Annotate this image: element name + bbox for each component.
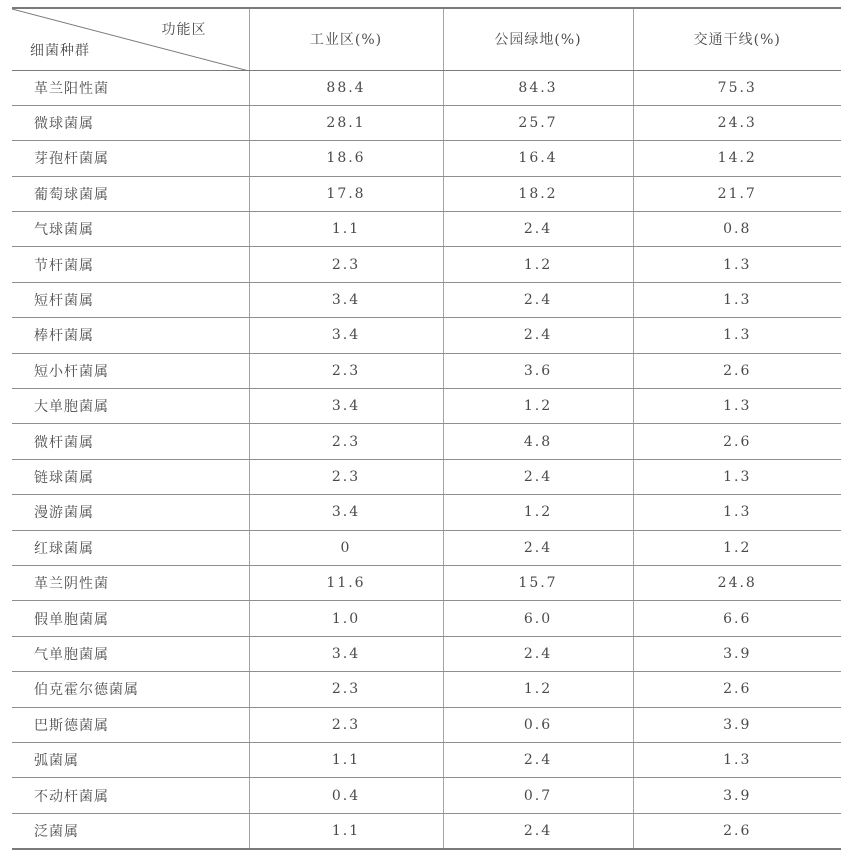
bacteria-name-cell: 芽孢杆菌属 <box>12 141 249 176</box>
value-cell-industrial: 2.3 <box>249 424 443 459</box>
value-cell-industrial: 1.1 <box>249 212 443 247</box>
value-cell-industrial: 1.0 <box>249 601 443 636</box>
bacteria-name-cell: 伯克霍尔德菌属 <box>12 672 249 707</box>
bacteria-distribution-table <box>12 7 841 850</box>
bacteria-name-cell: 不动杆菌属 <box>12 778 249 813</box>
bacteria-name-cell: 棒杆菌属 <box>12 318 249 353</box>
value-cell-traffic: 24.3 <box>633 105 841 140</box>
value-cell-park: 16.4 <box>443 141 633 176</box>
value-cell-park: 2.4 <box>443 459 633 494</box>
value-cell-traffic: 1.3 <box>633 389 841 424</box>
bacteria-name-cell: 大单胞菌属 <box>12 389 249 424</box>
value-cell-park: 2.4 <box>443 530 633 565</box>
value-cell-industrial: 17.8 <box>249 176 443 211</box>
value-cell-industrial: 3.4 <box>249 495 443 530</box>
table-row <box>12 70 841 105</box>
bacteria-name-cell: 革兰阳性菌 <box>12 70 249 105</box>
value-cell-industrial: 3.4 <box>249 282 443 317</box>
value-cell-traffic: 2.6 <box>633 424 841 459</box>
table-row <box>12 212 841 247</box>
bacteria-name-cell: 短小杆菌属 <box>12 353 249 388</box>
bacteria-name-cell: 假单胞菌属 <box>12 601 249 636</box>
table-row <box>12 530 841 565</box>
value-cell-park: 6.0 <box>443 601 633 636</box>
header-row <box>12 8 841 70</box>
value-cell-traffic: 24.8 <box>633 565 841 600</box>
value-cell-traffic: 1.3 <box>633 318 841 353</box>
table-row <box>12 318 841 353</box>
value-cell-industrial: 0.4 <box>249 778 443 813</box>
value-cell-park: 25.7 <box>443 105 633 140</box>
table-row <box>12 778 841 813</box>
table-row <box>12 353 841 388</box>
value-cell-park: 4.8 <box>443 424 633 459</box>
table-row <box>12 742 841 777</box>
value-cell-park: 1.2 <box>443 247 633 282</box>
bacteria-name-cell: 巴斯德菌属 <box>12 707 249 742</box>
value-cell-traffic: 1.3 <box>633 459 841 494</box>
value-cell-traffic: 1.2 <box>633 530 841 565</box>
value-cell-industrial: 28.1 <box>249 105 443 140</box>
bacteria-name-cell: 革兰阴性菌 <box>12 565 249 600</box>
value-cell-park: 15.7 <box>443 565 633 600</box>
value-cell-traffic: 0.8 <box>633 212 841 247</box>
value-cell-park: 0.6 <box>443 707 633 742</box>
table-row <box>12 176 841 211</box>
table-row <box>12 105 841 140</box>
value-cell-park: 2.4 <box>443 282 633 317</box>
value-cell-industrial: 11.6 <box>249 565 443 600</box>
value-cell-industrial: 3.4 <box>249 318 443 353</box>
bacteria-name-cell: 微球菌属 <box>12 105 249 140</box>
table-row <box>12 636 841 671</box>
bacteria-name-cell: 链球菌属 <box>12 459 249 494</box>
value-cell-traffic: 2.6 <box>633 353 841 388</box>
value-cell-traffic: 3.9 <box>633 778 841 813</box>
value-cell-traffic: 75.3 <box>633 70 841 105</box>
bacteria-group-label: 细菌种群 <box>30 42 90 59</box>
bacteria-name-cell: 葡萄球菌属 <box>12 176 249 211</box>
column-header-park: 公园绿地(%) <box>443 8 633 70</box>
bacteria-name-cell: 泛菌属 <box>12 813 249 848</box>
value-cell-park: 1.2 <box>443 495 633 530</box>
table-row <box>12 601 841 636</box>
value-cell-traffic: 2.6 <box>633 672 841 707</box>
value-cell-park: 1.2 <box>443 389 633 424</box>
bacteria-name-cell: 节杆菌属 <box>12 247 249 282</box>
table-row <box>12 495 841 530</box>
table-row <box>12 565 841 600</box>
value-cell-park: 2.4 <box>443 742 633 777</box>
value-cell-industrial: 2.3 <box>249 707 443 742</box>
value-cell-park: 2.4 <box>443 636 633 671</box>
table-row <box>12 672 841 707</box>
value-cell-industrial: 2.3 <box>249 459 443 494</box>
table-row <box>12 813 841 848</box>
value-cell-park: 0.7 <box>443 778 633 813</box>
value-cell-park: 18.2 <box>443 176 633 211</box>
table-row <box>12 389 841 424</box>
bacteria-name-cell: 红球菌属 <box>12 530 249 565</box>
value-cell-traffic: 3.9 <box>633 636 841 671</box>
value-cell-park: 3.6 <box>443 353 633 388</box>
value-cell-traffic: 21.7 <box>633 176 841 211</box>
table-row <box>12 141 841 176</box>
value-cell-industrial: 0 <box>249 530 443 565</box>
table-row <box>12 459 841 494</box>
value-cell-traffic: 6.6 <box>633 601 841 636</box>
value-cell-park: 2.4 <box>443 318 633 353</box>
value-cell-park: 2.4 <box>443 212 633 247</box>
bacteria-name-cell: 短杆菌属 <box>12 282 249 317</box>
table-row <box>12 707 841 742</box>
bacteria-name-cell: 气单胞菌属 <box>12 636 249 671</box>
value-cell-park: 84.3 <box>443 70 633 105</box>
value-cell-park: 2.4 <box>443 813 633 848</box>
value-cell-industrial: 2.3 <box>249 672 443 707</box>
bacteria-name-cell: 漫游菌属 <box>12 495 249 530</box>
value-cell-industrial: 3.4 <box>249 636 443 671</box>
table-row <box>12 247 841 282</box>
bacteria-name-cell: 气球菌属 <box>12 212 249 247</box>
value-cell-industrial: 18.6 <box>249 141 443 176</box>
functional-zone-label: 功能区 <box>161 22 207 38</box>
value-cell-traffic: 2.6 <box>633 813 841 848</box>
table-row <box>12 282 841 317</box>
value-cell-industrial: 1.1 <box>249 813 443 848</box>
value-cell-traffic: 1.3 <box>633 742 841 777</box>
value-cell-industrial: 88.4 <box>249 70 443 105</box>
value-cell-industrial: 1.1 <box>249 742 443 777</box>
bacteria-name-cell: 微杆菌属 <box>12 424 249 459</box>
value-cell-traffic: 1.3 <box>633 282 841 317</box>
value-cell-industrial: 3.4 <box>249 389 443 424</box>
column-header-traffic: 交通干线(%) <box>633 8 841 70</box>
value-cell-traffic: 14.2 <box>633 141 841 176</box>
value-cell-industrial: 2.3 <box>249 353 443 388</box>
value-cell-traffic: 1.3 <box>633 495 841 530</box>
value-cell-traffic: 3.9 <box>633 707 841 742</box>
value-cell-park: 1.2 <box>443 672 633 707</box>
column-header-industrial: 工业区(%) <box>249 8 443 70</box>
table-row <box>12 424 841 459</box>
bacteria-name-cell: 弧菌属 <box>12 742 249 777</box>
diagonal-header-cell <box>12 8 249 70</box>
value-cell-traffic: 1.3 <box>633 247 841 282</box>
value-cell-industrial: 2.3 <box>249 247 443 282</box>
